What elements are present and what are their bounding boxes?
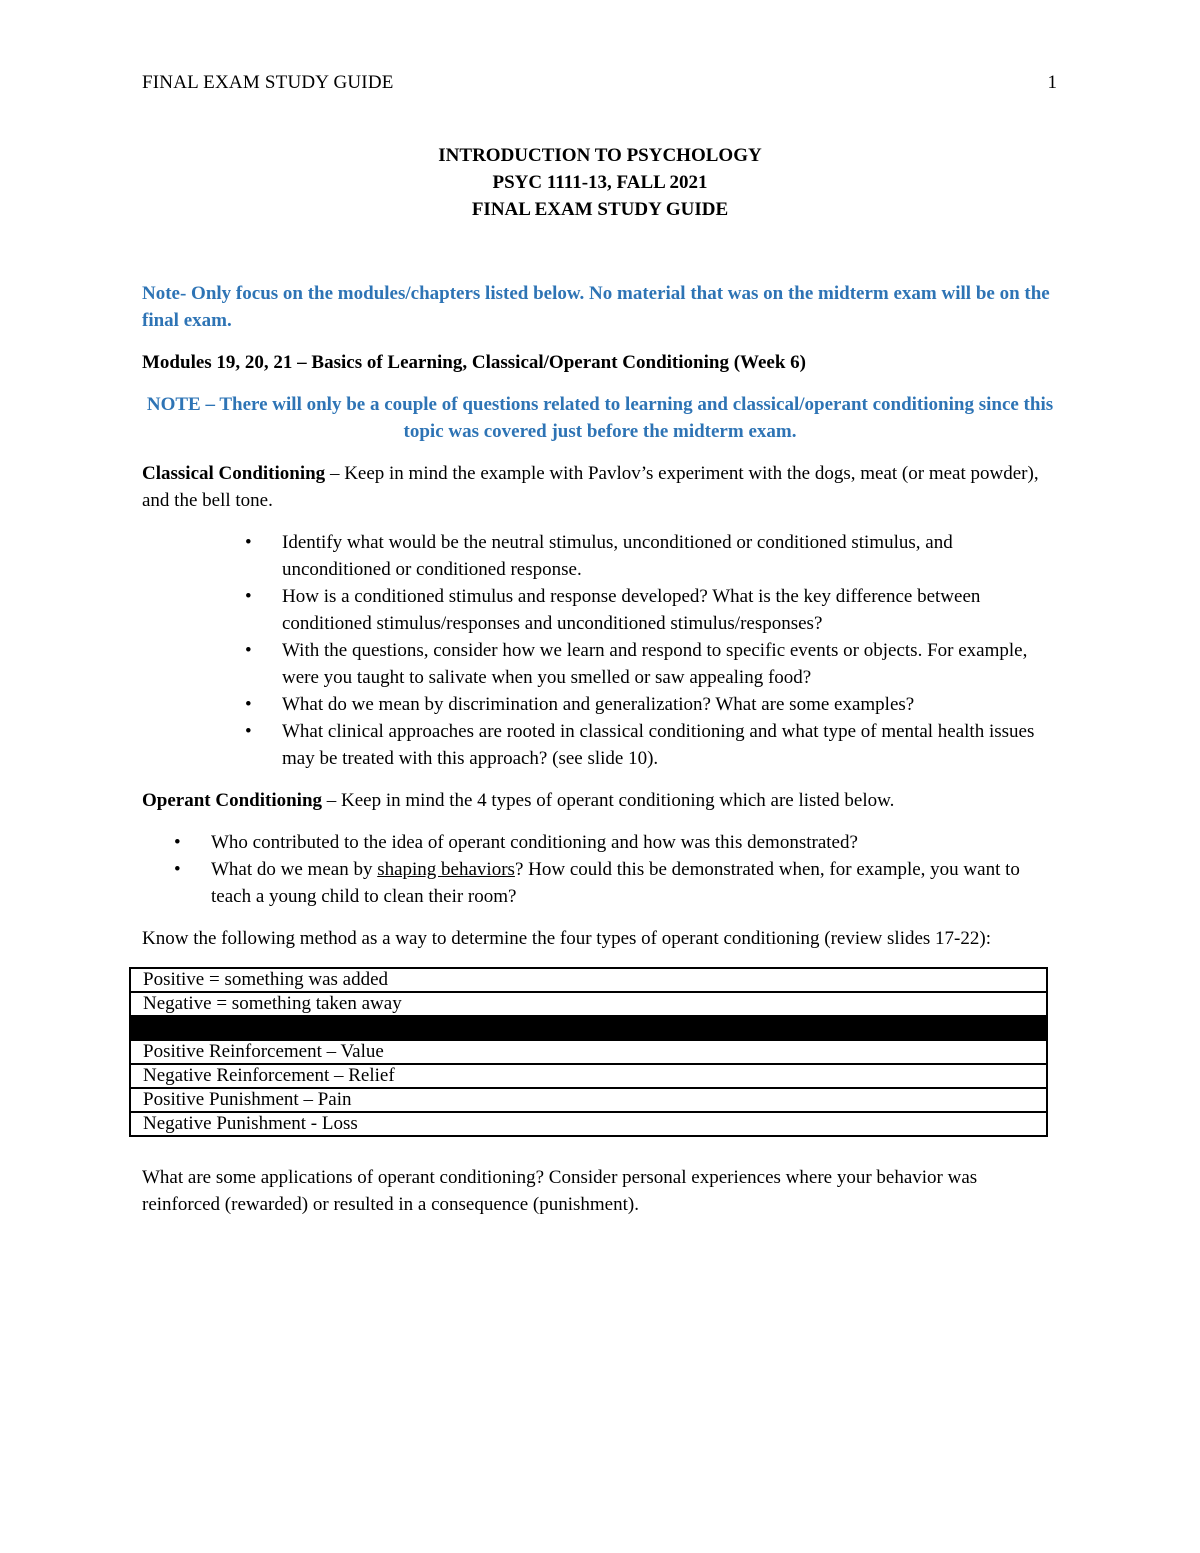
table-row: Positive Reinforcement – Value bbox=[130, 1040, 1047, 1064]
title-course: INTRODUCTION TO PSYCHOLOGY bbox=[438, 145, 762, 166]
focus-note: Note- Only focus on the modules/chapters listed below. No material that was on the midterm exam will be on the final exam. bbox=[142, 283, 1050, 331]
midterm-note: NOTE – There will only be a couple of questions related to learning and classical/operant conditioning since this topic was covered just before the midterm exam. bbox=[146, 394, 1054, 442]
list-item: • With the questions, consider how we learn and respond to specific events or objects. For example, were you taught to salivate when you smelled or saw appealing food? bbox=[142, 637, 1058, 691]
operant-term: Operant Conditioning bbox=[142, 790, 323, 811]
bullet-icon: • bbox=[245, 532, 252, 553]
list-item: • Identify what would be the neutral stimulus, unconditioned or conditioned stimulus, and unconditioned or conditioned response. bbox=[142, 529, 1058, 583]
method-intro: Know the following method as a way to determine the four types of operant conditioning (review slides 17-22): bbox=[142, 928, 991, 949]
operant-bullet-list bbox=[142, 829, 1058, 910]
table-row-divider bbox=[130, 1016, 1047, 1040]
operant-paragraph bbox=[142, 787, 1058, 814]
applications-paragraph: What are some applications of operant conditioning? Consider personal experiences where your behavior was reinforced (rewarded) or resulted in a consequence (punishment). bbox=[142, 1167, 978, 1215]
document-body bbox=[142, 280, 1058, 1218]
page-number: 1 bbox=[1047, 72, 1057, 93]
title-guide: FINAL EXAM STUDY GUIDE bbox=[471, 199, 729, 220]
title-section: PSYC 1111-13, FALL 2021 bbox=[492, 172, 708, 193]
classical-term: Classical Conditioning bbox=[142, 463, 326, 484]
list-item: • How is a conditioned stimulus and response developed? What is the key difference between conditioned stimulus/responses and unconditioned stimulus/responses? bbox=[142, 583, 1058, 637]
list-item: • Who contributed to the idea of operant conditioning and how was this demonstrated? bbox=[142, 829, 1058, 856]
list-item: • What do we mean by discrimination and generalization? What are some examples? bbox=[142, 691, 1058, 718]
operant-method-table bbox=[129, 967, 1048, 1137]
bullet-icon: • bbox=[245, 721, 252, 742]
bullet-icon: • bbox=[174, 859, 181, 880]
classical-bullet-list bbox=[142, 529, 1058, 772]
modules-heading: Modules 19, 20, 21 – Basics of Learning, Classical/Operant Conditioning (Week 6) bbox=[142, 352, 806, 373]
table-row: Negative = something taken away bbox=[130, 992, 1047, 1016]
bullet-icon: • bbox=[245, 640, 252, 661]
table-row: Positive Punishment – Pain bbox=[130, 1088, 1047, 1112]
bullet-icon: • bbox=[245, 694, 252, 715]
title-block bbox=[0, 142, 1200, 223]
table-row: Positive = something was added bbox=[130, 968, 1047, 992]
classical-text: – Keep in mind the example with Pavlov’s experiment with the dogs, meat (or meat powder), and the bell tone. bbox=[142, 463, 1039, 511]
bullet-icon: • bbox=[174, 832, 181, 853]
list-item: • What clinical approaches are rooted in classical conditioning and what type of mental health issues may be treated with this approach? (see slide 10). bbox=[142, 718, 1058, 772]
operant-text: – Keep in mind the 4 types of operant conditioning which are listed below. bbox=[322, 790, 895, 811]
bullet-icon: • bbox=[245, 586, 252, 607]
shaping-behaviors-term: shaping behaviors bbox=[377, 859, 515, 880]
list-item: • What do we mean by shaping behaviors? How could this be demonstrated when, for example, you want to teach a young child to clean their room? bbox=[142, 856, 1058, 910]
classical-paragraph bbox=[142, 460, 1058, 514]
running-head: FINAL EXAM STUDY GUIDE bbox=[142, 72, 394, 93]
table-row: Negative Punishment - Loss bbox=[130, 1112, 1047, 1136]
table-row: Negative Reinforcement – Relief bbox=[130, 1064, 1047, 1088]
